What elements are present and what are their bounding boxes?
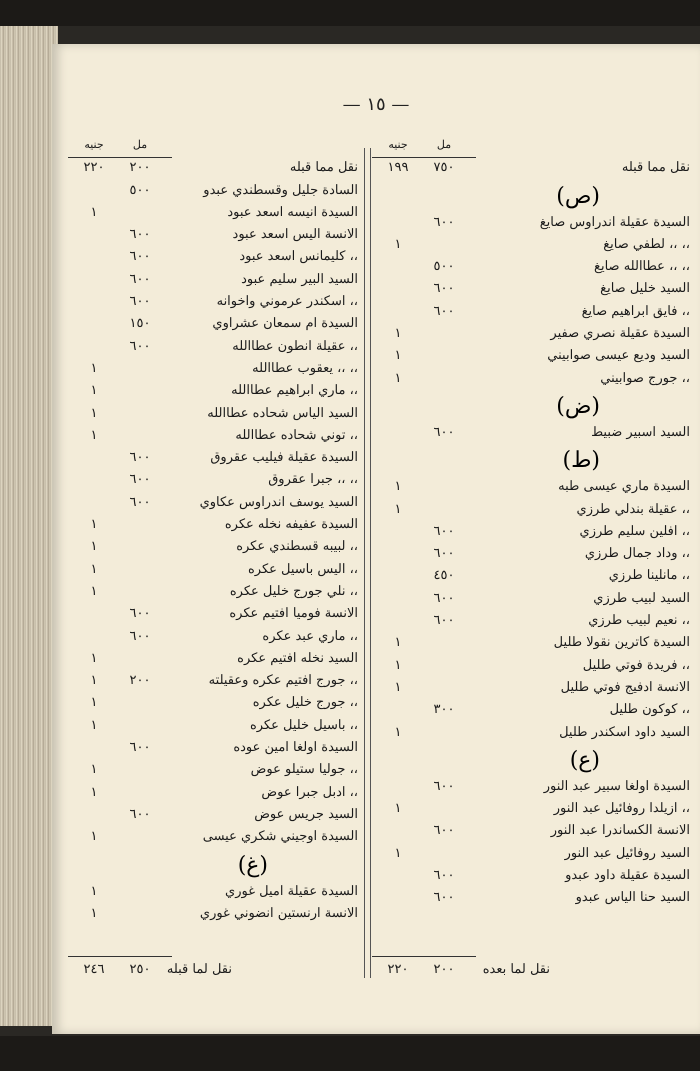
- list-item: [66, 604, 358, 626]
- amount-junayh: ١: [90, 717, 98, 733]
- donor-name: السيدة كاترين نقولا طليل: [553, 635, 690, 651]
- amount-mil: ٦٠٠: [129, 271, 151, 287]
- amount-junayh: ١: [394, 657, 402, 673]
- amount-junayh: ١: [394, 635, 402, 651]
- amount-mil: ٦٠٠: [433, 823, 455, 839]
- amount-junayh: ١: [394, 479, 402, 495]
- amount-junayh: ١: [394, 236, 402, 252]
- donor-name: ،، كوكون طليل: [609, 702, 690, 718]
- scan-border-bottom: [0, 1036, 700, 1071]
- column-header: [66, 136, 358, 158]
- carried-forward-row: [66, 158, 358, 180]
- carried-label: نقل مما قبله: [621, 160, 690, 176]
- donor-name: الانسة ارنستين انضوني غوري: [199, 905, 358, 921]
- list-item: [66, 760, 358, 782]
- donor-name: ،، اسكندر عرموني واخوانه: [216, 294, 358, 310]
- donor-name: ،، مانلينا طرزي: [608, 568, 690, 584]
- donor-name: السيد داود اسكندر طليل: [559, 724, 690, 740]
- list-item: [66, 470, 358, 492]
- list-item: [66, 649, 358, 671]
- donor-name: الانسة ادفيج فوتي طليل: [560, 679, 690, 695]
- list-item: [372, 213, 690, 235]
- donor-name: ،، ،، يعقوب عطاالله: [252, 360, 358, 376]
- list-item: [372, 369, 690, 391]
- list-item: [372, 522, 690, 544]
- amount-junayh: ١: [90, 405, 98, 421]
- amount-mil: ٦٠٠: [433, 546, 455, 562]
- list-item: [372, 235, 690, 257]
- amount-junayh: ١: [90, 673, 98, 689]
- donor-name: السيدة اوجيني شكري عيسى: [202, 829, 358, 845]
- donor-name: ،، ماري ابراهيم عطاالله: [231, 383, 358, 399]
- donor-name: الانسة اليس اسعد عبود: [232, 227, 358, 243]
- carried-junayh: ١٩٩: [387, 160, 409, 176]
- donor-name: الانسة الكساندرا عبد النور: [550, 823, 690, 839]
- right-column: [372, 136, 690, 911]
- amount-mil: ١٥٠: [129, 316, 151, 332]
- section-letter: (ط): [562, 448, 600, 474]
- list-item: [66, 493, 358, 515]
- amount-junayh: ١: [90, 561, 98, 577]
- amount-junayh: ١: [90, 650, 98, 666]
- list-item: [66, 827, 358, 849]
- list-item: [66, 381, 358, 403]
- amount-junayh: ١: [394, 326, 402, 342]
- list-item: [66, 247, 358, 269]
- amount-mil: ٣٠٠: [433, 702, 455, 718]
- carry-out-junayh: ٢٤٦: [83, 962, 105, 977]
- donor-name: السيدة عقيلة اميل غوري: [225, 883, 358, 899]
- list-item: [372, 866, 690, 888]
- carried-junayh: ٢٢٠: [83, 160, 105, 176]
- list-item: [66, 225, 358, 247]
- amount-junayh: ١: [394, 501, 402, 517]
- list-item: [66, 560, 358, 582]
- amount-junayh: ١: [394, 370, 402, 386]
- donor-name: ،، نلي جورج خليل عكره: [229, 583, 358, 599]
- amount-mil: ٦٠٠: [129, 606, 151, 622]
- donor-name: السيد وديع عيسى صوابيني: [547, 348, 690, 364]
- list-item: [372, 477, 690, 499]
- donor-name: ،، وداد جمال طرزي: [584, 546, 690, 562]
- donor-name: السيد الياس شحاده عطاالله: [207, 405, 358, 421]
- amount-mil: ٦٠٠: [129, 227, 151, 243]
- amount-mil: ٦٠٠: [433, 303, 455, 319]
- donor-name: ،، جورج صوابيني: [600, 370, 690, 386]
- list-item: [372, 279, 690, 301]
- donor-name: السيد اسبير ضبيط: [591, 424, 690, 440]
- document-page: [52, 44, 700, 1034]
- list-item: [372, 589, 690, 611]
- list-item: [66, 805, 358, 827]
- list-item: [66, 181, 358, 203]
- donor-name: السيدة عقيلة فيليب عقروق: [210, 450, 358, 466]
- list-item: [372, 723, 690, 745]
- donor-name: السيد لبيب طرزي: [593, 590, 690, 606]
- carried-forward-row: [372, 158, 690, 180]
- list-item: [66, 882, 358, 904]
- header-mil: مل: [132, 138, 148, 151]
- list-item: [372, 302, 690, 324]
- donor-name: السيدة عقيلة نصري صفير: [550, 326, 690, 342]
- donor-name: ،، ،، لطفي صايغ: [603, 236, 690, 252]
- amount-mil: ٦٠٠: [129, 472, 151, 488]
- section-letter: (غ): [237, 852, 268, 878]
- carry-out-label: نقل لما بعده: [482, 962, 550, 977]
- amount-mil: ٦٠٠: [129, 806, 151, 822]
- list-item: [372, 611, 690, 633]
- carry-out-mil: ٢٠٠: [433, 962, 455, 977]
- list-item: [66, 537, 358, 559]
- list-item: [372, 257, 690, 279]
- list-item: [66, 426, 358, 448]
- amount-junayh: ١: [394, 801, 402, 817]
- donor-name: السيدة اولغا امين عوده: [233, 740, 358, 756]
- list-item: [66, 203, 358, 225]
- list-item: [66, 404, 358, 426]
- list-item: [372, 544, 690, 566]
- donor-name: ،، توني شحاده عطاالله: [235, 427, 358, 443]
- carried-mil: ٧٥٠: [433, 160, 455, 176]
- list-item: [66, 582, 358, 604]
- list-item: [372, 423, 690, 445]
- amount-mil: ٦٠٠: [433, 424, 455, 440]
- donor-name: ،، افلين سليم طرزي: [579, 523, 690, 539]
- donor-name: ،، لبيبه قسطندي عكره: [236, 539, 358, 555]
- amount-junayh: ١: [90, 695, 98, 711]
- donor-name: السيدة اولغا سبير عبد النور: [543, 778, 690, 794]
- donor-name: السيدة عقيلة اندراوس صايغ: [539, 214, 690, 230]
- amount-mil: ٦٠٠: [433, 778, 455, 794]
- amount-junayh: ١: [90, 905, 98, 921]
- list-item: [66, 693, 358, 715]
- donor-name: السيد حنا الياس عبدو: [575, 890, 690, 906]
- list-item: [66, 783, 358, 805]
- amount-mil: ٦٠٠: [129, 740, 151, 756]
- amount-junayh: ١: [90, 383, 98, 399]
- amount-mil: ٦٠٠: [129, 494, 151, 510]
- donor-name: السيدة عفيفه نخله عكره: [224, 517, 358, 533]
- list-item: [66, 738, 358, 760]
- donor-name: السادة جليل وقسطندي عبدو: [203, 182, 358, 198]
- list-item: [66, 337, 358, 359]
- amount-junayh: ١: [90, 829, 98, 845]
- donor-name: ،، ،، جبرا عقروق: [268, 472, 358, 488]
- donor-name: ،، ،، عطاالله صايغ: [594, 259, 690, 275]
- list-item: [66, 292, 358, 314]
- amount-junayh: ١: [90, 360, 98, 376]
- amount-mil: ٦٠٠: [129, 628, 151, 644]
- donor-name: ،، جورج خليل عكره: [252, 695, 358, 711]
- amount-mil: ٤٥٠: [433, 568, 455, 584]
- amount-junayh: ١: [90, 427, 98, 443]
- header-mil: مل: [436, 138, 452, 151]
- list-item: [66, 671, 358, 693]
- header-junayh: جنيه: [388, 138, 408, 151]
- amount-mil: ٦٠٠: [433, 523, 455, 539]
- scan-border-top: [0, 0, 700, 26]
- total-rule: [68, 956, 172, 957]
- donor-name: ،، عقيلة بندلي طرزي: [576, 501, 690, 517]
- amount-mil: ٦٠٠: [129, 294, 151, 310]
- amount-mil: ٦٠٠: [129, 249, 151, 265]
- carried-mil: ٢٠٠: [129, 160, 151, 176]
- list-item: [66, 314, 358, 336]
- amount-junayh: ١: [394, 724, 402, 740]
- carry-out-junayh: ٢٢٠: [387, 962, 409, 977]
- list-item: [66, 627, 358, 649]
- list-item: [372, 700, 690, 722]
- carried-label: نقل مما قبله: [289, 160, 358, 176]
- amount-mil: ٦٠٠: [433, 890, 455, 906]
- donor-name: ،، اليس باسيل عكره: [247, 561, 358, 577]
- column-divider: [364, 148, 371, 978]
- amount-mil: ٦٠٠: [433, 214, 455, 230]
- amount-mil: ٢٠٠: [129, 673, 151, 689]
- amount-junayh: ١: [394, 348, 402, 364]
- list-item: [372, 844, 690, 866]
- header-junayh: جنيه: [84, 138, 104, 151]
- list-item: [372, 566, 690, 588]
- list-item: [372, 821, 690, 843]
- list-item: [66, 515, 358, 537]
- donor-name: السيد يوسف اندراوس عكاوي: [199, 494, 358, 510]
- book-page-edges: [0, 26, 58, 1026]
- amount-junayh: ١: [90, 784, 98, 800]
- donor-name: ،، باسيل خليل عكره: [249, 717, 358, 733]
- donor-name: ،، ازيلدا روفائيل عبد النور: [553, 801, 690, 817]
- donor-name: ،، فريدة فوتي طليل: [582, 657, 690, 673]
- donor-name: السيد نخله افتيم عكره: [237, 650, 358, 666]
- donor-name: ،، ادبل جبرا عوض: [261, 784, 358, 800]
- donor-name: ،، جورج افتيم عكره وعقيلته: [208, 673, 358, 689]
- list-item: [66, 448, 358, 470]
- donor-name: السيدة عقيلة داود عبدو: [565, 868, 690, 884]
- donor-name: ،، جوليا ستيلو عوض: [250, 762, 358, 778]
- list-item: [372, 799, 690, 821]
- list-item: [372, 346, 690, 368]
- amount-mil: ٦٠٠: [433, 590, 455, 606]
- column-header: [372, 136, 690, 158]
- amount-junayh: ١: [90, 583, 98, 599]
- list-item: [372, 500, 690, 522]
- list-item: [372, 656, 690, 678]
- amount-mil: ٦٠٠: [433, 281, 455, 297]
- amount-junayh: ١: [90, 762, 98, 778]
- list-item: [66, 359, 358, 381]
- amount-mil: ٦٠٠: [129, 450, 151, 466]
- total-rule: [372, 956, 476, 957]
- section-letter: (ص): [556, 183, 600, 209]
- amount-mil: ٦٠٠: [433, 613, 455, 629]
- amount-mil: ٥٠٠: [433, 259, 455, 275]
- carry-out-mil: ٢٥٠: [129, 962, 151, 977]
- donor-name: ،، ماري عبد عكره: [262, 628, 358, 644]
- donor-name: ،، كليمانس اسعد عبود: [239, 249, 358, 265]
- left-column: [66, 136, 358, 926]
- donor-name: السيدة ماري عيسى طبه: [558, 479, 690, 495]
- amount-junayh: ١: [394, 679, 402, 695]
- donor-name: السيدة انيسه اسعد عبود: [227, 204, 358, 220]
- carry-out-label: نقل لما قبله: [166, 962, 232, 977]
- donor-name: السيد جريس عوض: [254, 806, 358, 822]
- list-item: [372, 888, 690, 910]
- donor-name: ،، عقيلة انطون عطاالله: [232, 338, 358, 354]
- list-item: [66, 270, 358, 292]
- amount-junayh: ١: [90, 883, 98, 899]
- section-letter: (ع): [569, 747, 600, 773]
- donor-name: ،، نعيم لبيب طرزي: [588, 613, 690, 629]
- donor-name: الانسة فوميا افتيم عكره: [229, 606, 358, 622]
- amount-junayh: ١: [394, 845, 402, 861]
- amount-junayh: ١: [90, 204, 98, 220]
- list-item: [66, 716, 358, 738]
- amount-mil: ٥٠٠: [129, 182, 151, 198]
- amount-junayh: ١: [90, 539, 98, 555]
- donor-name: ،، فايق ابراهيم صايغ: [581, 303, 690, 319]
- list-item: [66, 904, 358, 926]
- list-item: [372, 324, 690, 346]
- amount-junayh: ١: [90, 517, 98, 533]
- list-item: [372, 633, 690, 655]
- amount-mil: ٦٠٠: [129, 338, 151, 354]
- section-letter: (ض): [556, 393, 600, 419]
- page-number: — ١٥ —: [342, 94, 410, 115]
- amount-mil: ٦٠٠: [433, 868, 455, 884]
- donor-name: السيد خليل صايغ: [600, 281, 690, 297]
- donor-name: السيد روفائيل عبد النور: [564, 845, 690, 861]
- donor-name: السيدة ام سمعان عشراوي: [212, 316, 358, 332]
- donor-name: السيد البير سليم عبود: [241, 271, 358, 287]
- list-item: [372, 777, 690, 799]
- list-item: [372, 678, 690, 700]
